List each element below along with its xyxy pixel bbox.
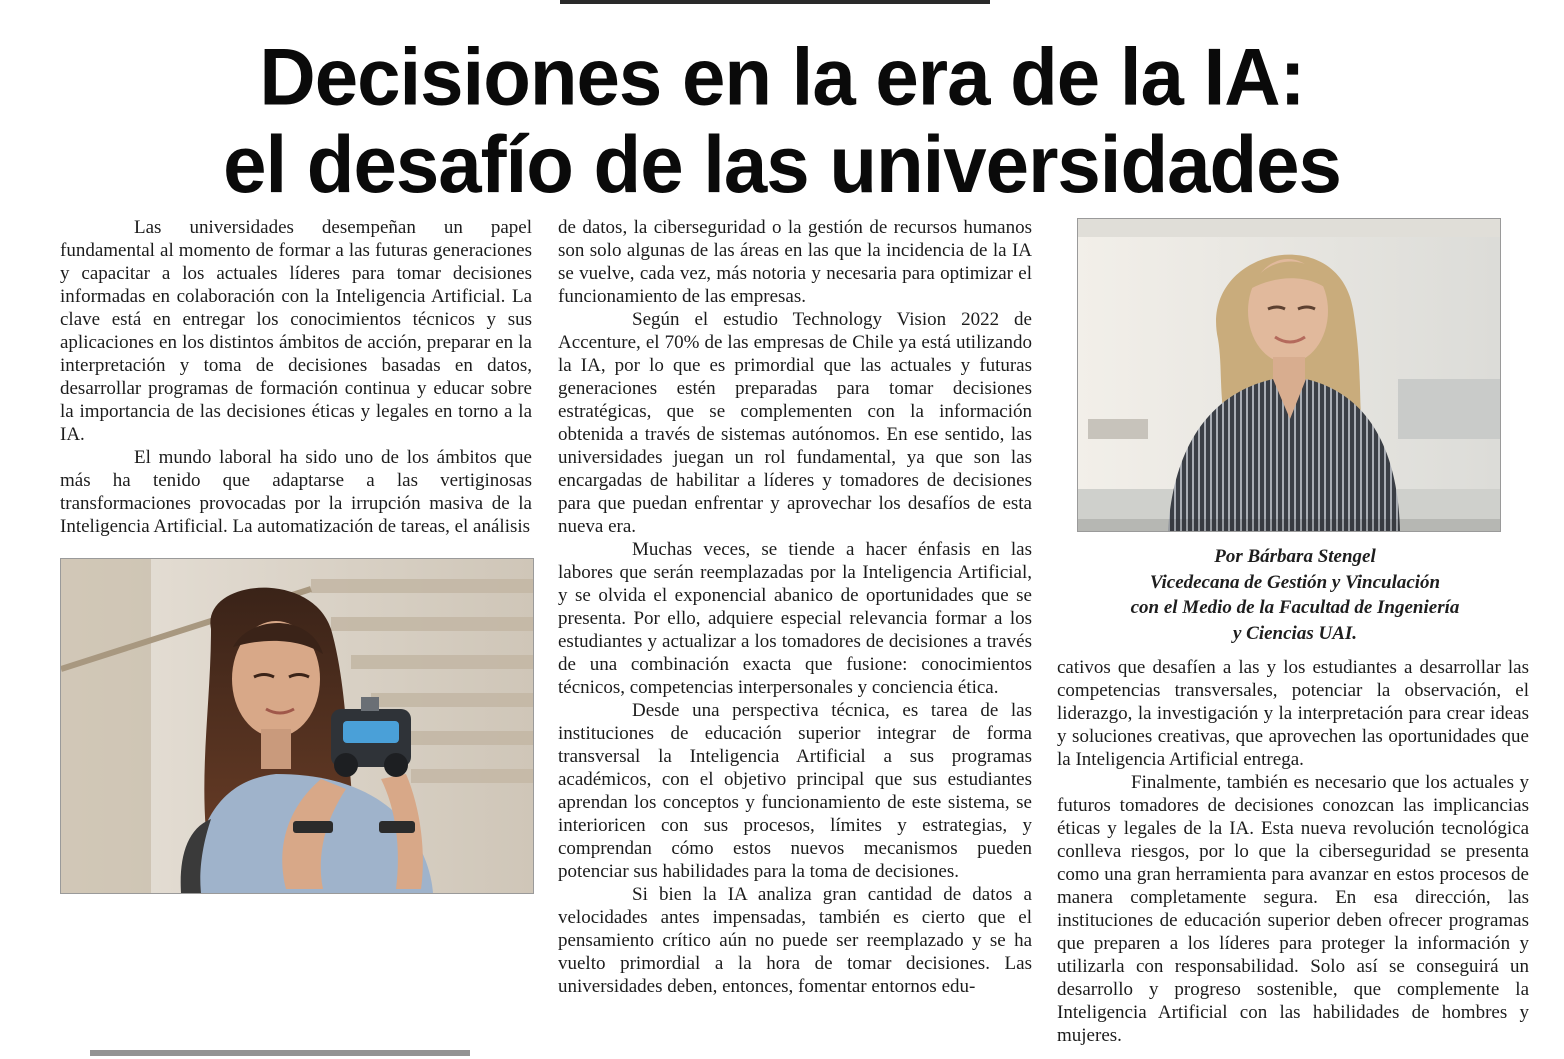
col2-paragraph-3: Muchas veces, se tiende a hacer énfasis en las labores que serán reemplazadas por la Inteligencia Artificial, y se olvida el exponencial abanico de oportunidades que se presenta. Por ello, adquiere especial relevancia formar a los estudiantes y actualizar a los tomadores de decisiones a través de una combinación exacta que fusione: conocimientos técnicos, competencias interpersonales y conciencia ética. bbox=[558, 539, 1032, 698]
byline-author-name: Por Bárbara Stengel bbox=[1214, 546, 1376, 567]
student-robot-illustration bbox=[61, 559, 533, 893]
author-byline bbox=[1060, 544, 1530, 646]
byline-title-line-3: y Ciencias UAI. bbox=[1232, 622, 1358, 644]
col3-paragraph-1: cativos que desafíen a las y los estudiantes a desarrollar las competencias transversales, potenciar la observación, el liderazgo, la investigación y la interpretación para crear ideas y soluciones creativas, que aprovechen las oportunidades que la Inteligencia Artificial entrega. bbox=[1057, 657, 1529, 770]
col3-paragraph-2: Finalmente, también es necesario que los actuales y futuros tomadores de decisiones conozcan las implicancias éticas y legales de la IA. Esta nueva revolución tecnológica conlleva riesgos, por lo que la ciberseguridad se presenta como una gran herramienta para avanzar en estos procesos de manera completamente segura. En esa dirección, las instituciones de educación superior deben ofrecer programas que preparen a los líderes para proteger la información y utilizarla con responsabilidad. Solo así se conseguirá un desarrollo y progreso sostenible, que complemente la Inteligencia Artificial con las habilidades de hombres y mujeres. bbox=[1057, 772, 1529, 1046]
article-column-2 bbox=[558, 216, 1032, 998]
top-header-rule bbox=[560, 0, 990, 4]
article-column-3 bbox=[1057, 656, 1529, 1047]
col2-paragraph-4: Desde una perspectiva técnica, es tarea de las instituciones de educación superior integrar de forma transversal la Inteligencia Artificial a sus programas académicos, con el objetivo principal que sus estudiantes aprendan los conceptos y funcionamiento de este sistema, se interioricen con sus procesos, límites y estrategias, y comprendan cómo estos nuevos mecanismos pueden potenciar sus habilidades para la toma de decisiones. bbox=[558, 700, 1032, 882]
photo-student-with-robot bbox=[60, 558, 534, 894]
article-column-1 bbox=[60, 216, 532, 538]
headline-line-2: el desafío de las universidades bbox=[223, 117, 1341, 210]
col1-paragraph-2: El mundo laboral ha sido uno de los ámbitos que más ha tenido que adaptarse a las vertiginosas transformaciones provocadas por la irrupción masiva de la Inteligencia Artificial. La automatización de tareas, el análisis bbox=[60, 447, 532, 537]
col1-paragraph-1: Las universidades desempeñan un papel fundamental al momento de formar a las futuras generaciones y capacitar a los actuales líderes para tomar decisiones informadas en colaboración con la Inteligencia Artificial. La clave está en entregar los conocimientos técnicos y sus aplicaciones en los distintos ámbitos de acción, preparar en la interpretación y toma de decisiones basadas en datos, desarrollar programas de formación continua y educar sobre la importancia de las decisiones éticas y legales en torno a la IA. bbox=[60, 217, 532, 445]
col2-paragraph-2: Según el estudio Technology Vision 2022 de Accenture, el 70% de las empresas de Chile ya está utilizando la IA, por lo que es primordial que las actuales y futuras generaciones estén preparadas para tomar decisiones estratégicas, que se complementen con la información obtenida a través de sistemas autónomos. En ese sentido, las universidades juegan un rol fundamental, ya que son las encargadas de habilitar a líderes y tomadores de decisiones para que puedan enfrentar y aprovechar los desafíos de esta nueva era. bbox=[558, 309, 1032, 537]
byline-title-line-1: Vicedecana de Gestión y Vinculación bbox=[1149, 571, 1441, 593]
byline-title-line-2: con el Medio de la Facultad de Ingeniería bbox=[1130, 597, 1460, 618]
headline bbox=[0, 30, 1564, 210]
bottom-page-cutoff bbox=[0, 1050, 540, 1059]
col2-paragraph-5: Si bien la IA analiza gran cantidad de datos a velocidades antes impensadas, también es cierto que el pensamiento crítico aún no puede ser reemplazado y se ha vuelto primordial a la hora de tomar decisiones. Las universidades deben, entonces, fomentar entornos edu- bbox=[558, 884, 1032, 997]
headline-line-1: Decisiones en la era de la IA: bbox=[259, 30, 1305, 123]
author-portrait-illustration bbox=[1078, 219, 1500, 531]
photo-author-portrait bbox=[1077, 218, 1501, 532]
col2-paragraph-1: de datos, la ciberseguridad o la gestión de recursos humanos son solo algunas de las áreas en las que la incidencia de la IA se vuelve, cada vez, más notoria y necesaria para optimizar el funcionamiento de las empresas. bbox=[558, 217, 1032, 307]
